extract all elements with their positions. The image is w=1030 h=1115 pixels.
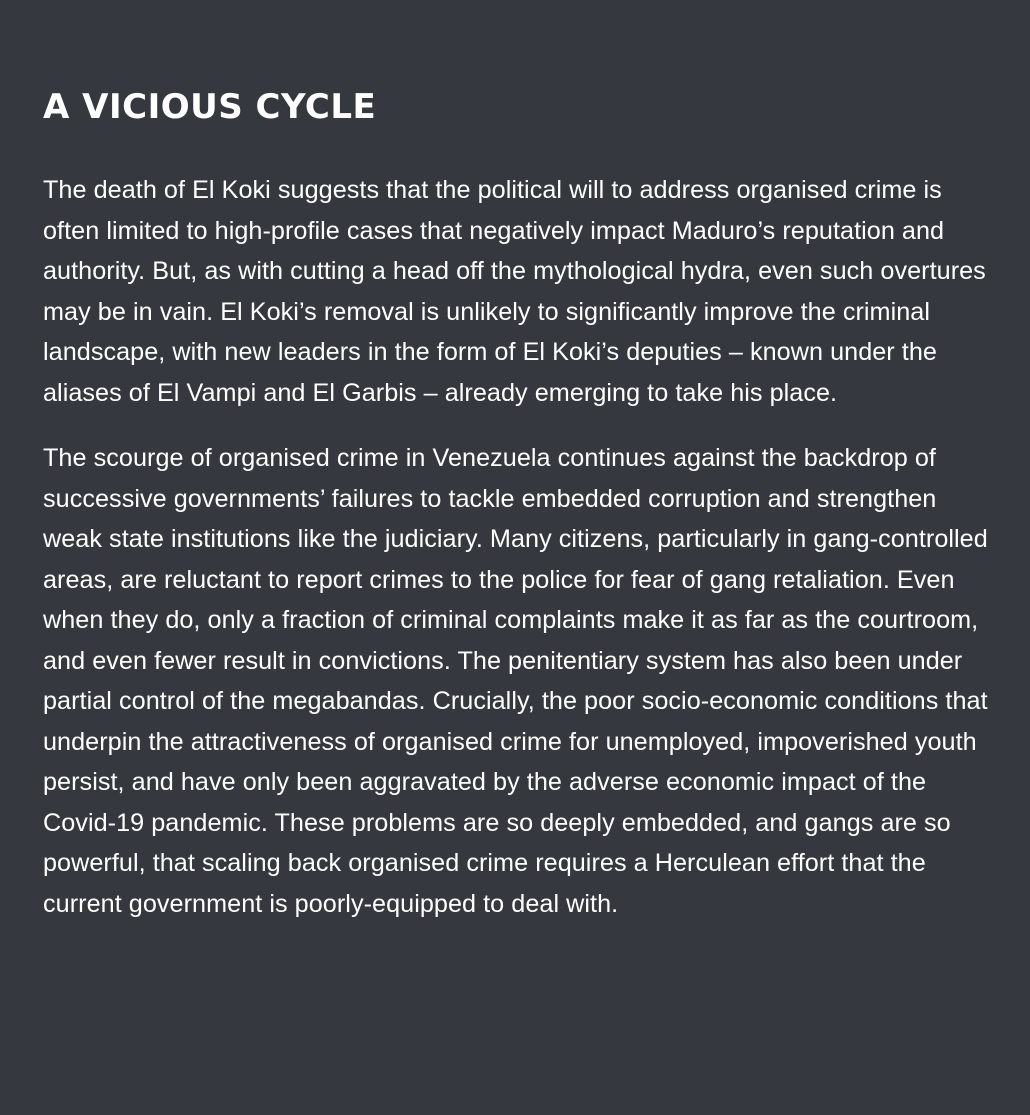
article-paragraph-1: The death of El Koki suggests that the political will to address organised crime is often limited to high-profile cases that negatively impact Maduro’s reputation and authority. But, as with cutting a head off the mythological hydra, even such overtures may be in vain. El Koki’s removal is unlikely to significantly improve the criminal landscape, with new leaders in the form of El Koki’s deputies – known under the aliases of El Vampi and El Garbis – already emerging to take his place.: [43, 176, 986, 407]
article-paragraph-2: The scourge of organised crime in Venezuela continues against the backdrop of successive governments’ failures to tackle embedded corruption and strengthen weak state institutions like the judiciary. Many citizens, particularly in gang-controlled areas, are reluctant to report crimes to the police for fear of gang retaliation. Even when they do, only a fraction of criminal complaints make it as far as the courtroom, and even fewer result in convictions. The penitentiary system has also been under partial control of the megabandas. Crucially, the poor socio-economic conditions that underpin the attractiveness of organised crime for unemployed, impoverished youth persist, and have only been aggravated by the adverse economic impact of the Covid-19 pandemic. These problems are so deeply embedded, and gangs are so powerful, that scaling back organised crime requires a Herculean effort that the current government is poorly-equipped to deal with.: [43, 444, 988, 918]
section-heading: A VICIOUS CYCLE: [43, 87, 377, 127]
